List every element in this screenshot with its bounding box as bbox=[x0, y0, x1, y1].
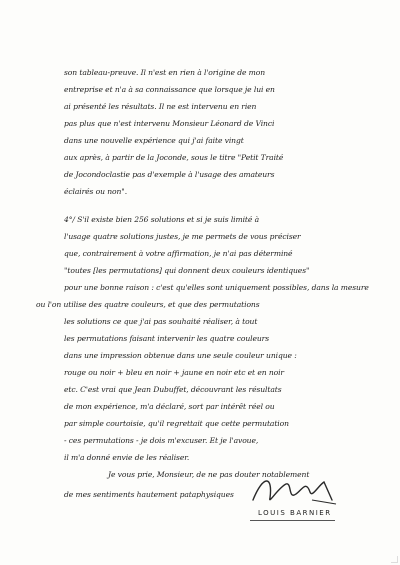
text-line: les permutations faisant intervenir les quatre couleurs bbox=[64, 334, 269, 343]
closing-line: de mes sentiments hautement pataphysiques bbox=[64, 490, 234, 499]
signature-underline bbox=[250, 520, 335, 521]
text-line: - ces permutations - je dois m'excuser. Et je l'avoue, bbox=[64, 436, 259, 445]
text-line: de Jocondoclastie pas d'exemple à l'usage des amateurs bbox=[64, 170, 275, 179]
text-line: il m'a donné envie de les réaliser. bbox=[64, 453, 190, 462]
text-line: ou l'on utilise des quatre couleurs, et que des permutations bbox=[36, 300, 260, 309]
text-line: rouge ou noir + bleu en noir + jaune en noir etc et en noir bbox=[64, 368, 284, 377]
text-line: dans une nouvelle expérience qui j'ai faite vingt bbox=[64, 136, 244, 145]
text-line: 4°/ S'il existe bien 256 solutions et si je suis limité à bbox=[64, 215, 260, 224]
text-line: par simple courtoisie, qu'il regrettait que cette permutation bbox=[64, 419, 289, 428]
text-line: les solutions ce que j'ai pas souhaité réaliser, à tout bbox=[64, 317, 258, 326]
text-line: ai présenté les résultats. Il ne est intervenu en rien bbox=[64, 102, 257, 111]
text-line: pour une bonne raison : c'est qu'elles sont uniquement possibles, dans la mesure bbox=[64, 283, 369, 292]
text-line: aux après, à partir de la Joconde, sous le titre "Petit Traité bbox=[64, 153, 284, 162]
text-line: pas plus que n'est intervenu Monsieur Léonard de Vinci bbox=[64, 119, 275, 128]
text-line: "toutes [les permutations] qui donnent deux couleurs identiques" bbox=[64, 266, 310, 275]
closing-line: Je vous prie, Monsieur, de ne pas douter notablement bbox=[108, 470, 310, 479]
text-line: dans une impression obtenue dans une seule couleur unique : bbox=[64, 351, 297, 360]
signature-mark bbox=[248, 470, 338, 510]
page-corner bbox=[391, 556, 398, 563]
text-line: de mon expérience, m'a déclaré, sort par intérêt réel ou bbox=[64, 402, 275, 411]
text-line: son tableau-preuve. Il n'est en rien à l'origine de mon bbox=[64, 68, 266, 77]
text-line: entreprise et n'a à sa connaissance que lorsque je lui en bbox=[64, 85, 275, 94]
text-line: que, contrairement à votre affirmation, je n'ai pas déterminé bbox=[64, 249, 293, 258]
text-line: etc. C'est vrai que Jean Dubuffet, découvrant les résultats bbox=[64, 385, 282, 394]
text-line: éclairés ou non". bbox=[64, 187, 128, 196]
text-line: l'usage quatre solutions justes, je me permets de vous préciser bbox=[64, 232, 301, 241]
signature-name: LOUIS BARNIER bbox=[258, 509, 332, 517]
